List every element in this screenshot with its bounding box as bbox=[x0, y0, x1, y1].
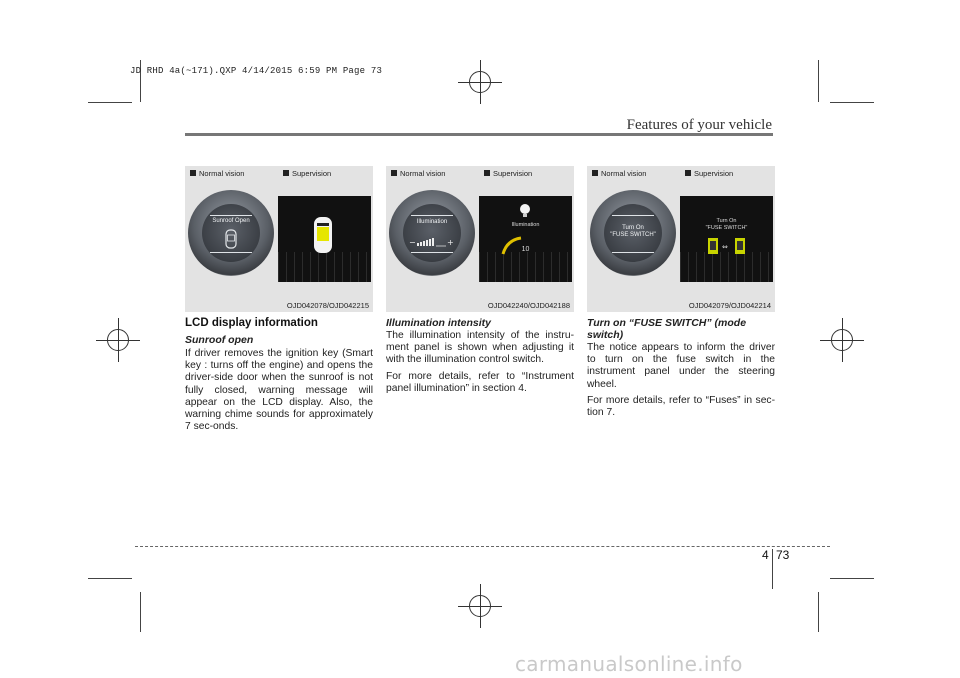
page-number: 73 bbox=[776, 548, 790, 562]
supervision-text: Turn On "FUSE SWITCH" bbox=[705, 218, 748, 231]
section-heading: LCD display information bbox=[185, 317, 318, 329]
footer-rule bbox=[135, 546, 830, 547]
crop-mark bbox=[140, 592, 141, 632]
body-paragraph: For more details, refer to “Instrument panel illumination” in section 4. bbox=[386, 370, 574, 394]
figure-code: OJD042078/OJD042215 bbox=[286, 301, 369, 310]
crop-mark bbox=[88, 578, 132, 579]
supervision-text: Illumination bbox=[511, 222, 540, 228]
gauge-display-text: Illumination bbox=[416, 219, 448, 225]
body-paragraph: For more details, refer to “Fuses” in sec-tion 7. bbox=[587, 394, 775, 419]
subsection-heading: Turn on “FUSE SWITCH” (mode switch) bbox=[587, 317, 747, 341]
column-2 bbox=[386, 317, 574, 395]
body-paragraph: If driver removes the ignition key (Smart key : turns off the engine) and opens the driver-side door when the sunroof is not fully closed, warning message will appear on the LCD display. Also, the warning chime sounds for approximately 7 sec-onds. bbox=[185, 348, 373, 433]
supervision-display-image bbox=[278, 196, 371, 282]
cluster-gauge-image bbox=[389, 190, 475, 276]
figure-sunroof-open bbox=[185, 166, 373, 312]
fuse-switch-icon bbox=[706, 236, 750, 256]
brightness-bar-icon bbox=[409, 234, 455, 248]
registration-mark bbox=[96, 318, 140, 362]
supervision-display-image bbox=[479, 196, 572, 282]
svg-text:+: + bbox=[447, 238, 454, 247]
subsection-heading: Illumination intensity bbox=[386, 317, 492, 329]
supervision-value: 10 bbox=[521, 246, 530, 253]
chapter-number: 4 bbox=[762, 548, 769, 562]
figure-code: OJD042240/OJD042188 bbox=[487, 301, 570, 310]
figure-fuse-switch bbox=[587, 166, 775, 312]
supervision-display-image bbox=[680, 196, 773, 282]
body-paragraph: The illumination intensity of the instru-ment panel is shown when adjusting it with the illumination control switch. bbox=[386, 330, 574, 366]
registration-mark bbox=[458, 584, 502, 628]
crop-mark bbox=[818, 592, 819, 632]
label-supervision: Supervision bbox=[685, 169, 733, 178]
registration-mark bbox=[458, 60, 502, 104]
cluster-gauge-image bbox=[188, 190, 274, 276]
column-3 bbox=[587, 317, 775, 419]
page-separator bbox=[772, 549, 773, 589]
car-sunroof-icon bbox=[308, 214, 338, 256]
car-top-view-icon bbox=[223, 229, 239, 249]
body-paragraph: The notice appears to inform the driver to turn on the fuse switch in the instrument panel under the steering wheel. bbox=[587, 342, 775, 390]
gauge-display-text: Sunroof Open bbox=[212, 218, 250, 224]
page-header-title: Features of your vehicle bbox=[626, 117, 772, 133]
crop-mark bbox=[830, 578, 874, 579]
crop-mark bbox=[818, 60, 819, 102]
cluster-gauge-image bbox=[590, 190, 676, 276]
crop-mark bbox=[88, 102, 132, 103]
figure-code: OJD042079/OJD042214 bbox=[688, 301, 771, 310]
column-1 bbox=[185, 317, 373, 433]
subsection-heading: Sunroof open bbox=[185, 334, 254, 346]
label-supervision: Supervision bbox=[484, 169, 532, 178]
registration-mark bbox=[820, 318, 864, 362]
label-normal-vision: Normal vision bbox=[190, 169, 244, 178]
label-normal-vision: Normal vision bbox=[391, 169, 445, 178]
print-slug: JD RHD 4a(~171).QXP 4/14/2015 6:59 PM Page 73 bbox=[130, 66, 383, 76]
gauge-display-text: Turn On "FUSE SWITCH" bbox=[610, 225, 656, 238]
crop-mark bbox=[830, 102, 874, 103]
figure-illumination bbox=[386, 166, 574, 312]
label-supervision: Supervision bbox=[283, 169, 331, 178]
svg-text:−: − bbox=[409, 238, 416, 247]
header-rule bbox=[185, 133, 773, 136]
label-normal-vision: Normal vision bbox=[592, 169, 646, 178]
watermark: carmanualsonline.info bbox=[515, 652, 743, 676]
bulb-icon bbox=[517, 202, 533, 220]
svg-text:⇔: ⇔ bbox=[722, 243, 728, 251]
